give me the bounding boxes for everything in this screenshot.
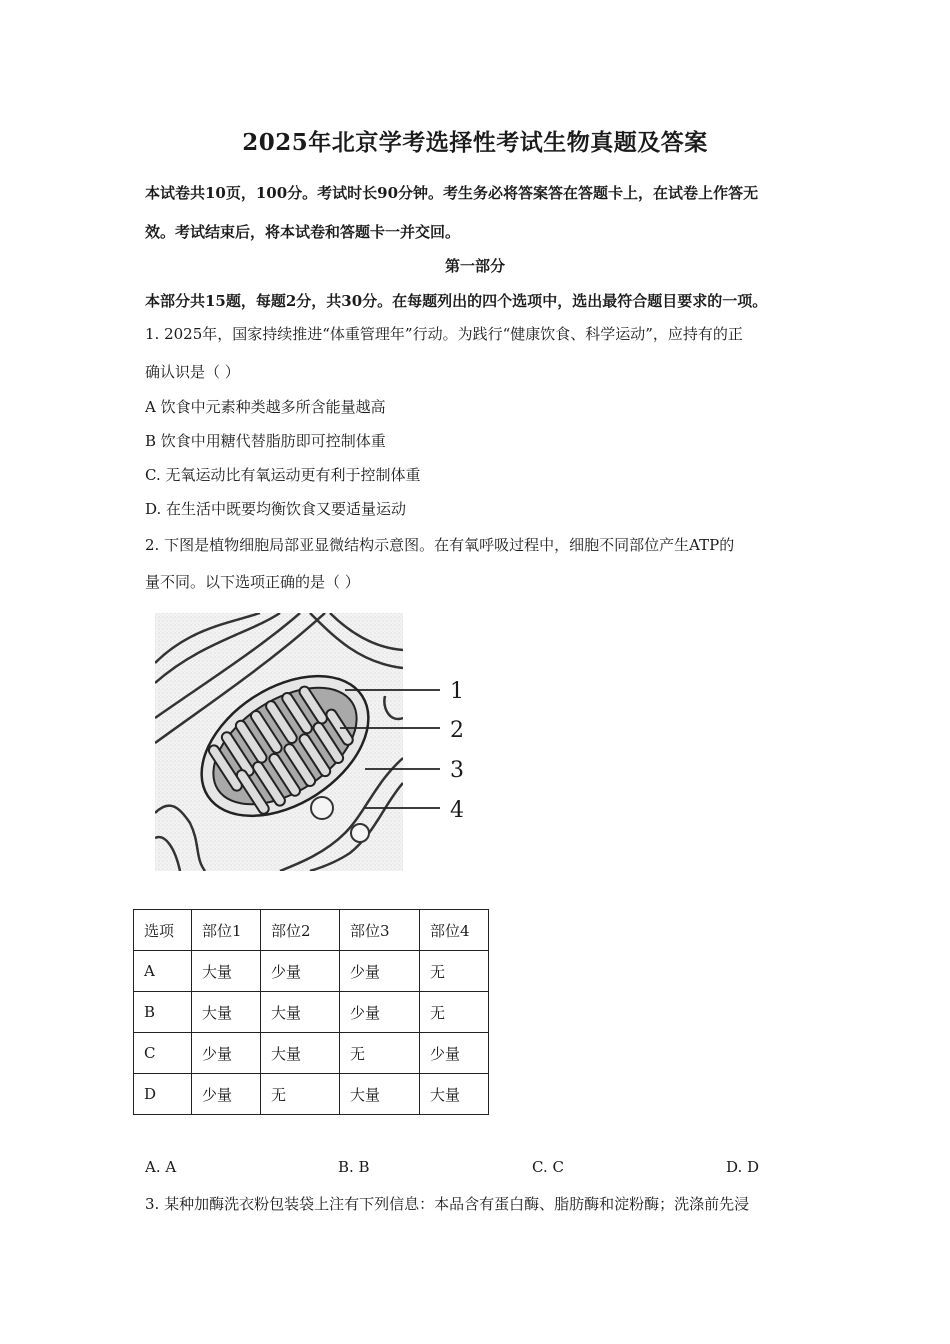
figure-label-4: 4	[450, 798, 464, 823]
table-header-row	[134, 910, 489, 951]
table-row	[134, 1033, 489, 1074]
table-cell: 少量	[192, 1074, 261, 1115]
table-row	[134, 951, 489, 992]
question-1-stem: 1. 2025年，国家持续推进“体重管理年”行动。为践行“健康饮食、科学运动”，应持有的正	[145, 325, 743, 343]
table-cell: 无	[261, 1074, 340, 1115]
table-cell: B	[134, 992, 192, 1033]
table-cell: 大量	[420, 1074, 489, 1115]
question-2-stem: 2. 下图是植物细胞局部亚显微结构示意图。在有氧呼吸过程中，细胞不同部位产生ATP的	[145, 536, 735, 554]
figure-label-3: 3	[450, 758, 464, 783]
question-2-answer-choices	[145, 1158, 825, 1178]
figure-label-2: 2	[450, 718, 464, 743]
answer-choice-b: B. B	[338, 1158, 370, 1176]
instructions-line-1: 本试卷共10页，100分。考试时长90分钟。考生务必将答案答在答题卡上，在试卷上作答无	[145, 184, 759, 202]
question-2-stem-cont: 量不同。以下选项正确的是（ ）	[145, 573, 360, 591]
table-cell: 少量	[420, 1033, 489, 1074]
table-header-cell: 部位4	[420, 910, 489, 951]
table-cell: C	[134, 1033, 192, 1074]
section-description: 本部分共15题，每题2分，共30分。在每题列出的四个选项中，选出最符合题目要求的一项。	[145, 292, 768, 310]
section-heading: 第一部分	[444, 257, 505, 275]
question-1-option-d: D. 在生活中既要均衡饮食又要适量运动	[145, 500, 407, 518]
question-1-option-c: C. 无氧运动比有氧运动更有利于控制体重	[145, 466, 421, 484]
answer-choice-c: C. C	[532, 1158, 564, 1176]
table-header-cell: 部位1	[192, 910, 261, 951]
figure-label-1: 1	[450, 679, 464, 704]
table-cell: 少量	[340, 992, 420, 1033]
table-cell: 大量	[192, 951, 261, 992]
question-1-stem-cont: 确认识是（ ）	[145, 363, 240, 381]
instructions-line-2: 效。考试结束后，将本试卷和答题卡一并交回。	[145, 223, 461, 241]
question-1-option-b: B 饮食中用糖代替脂肪即可控制体重	[145, 432, 386, 450]
table-header-cell: 选项	[134, 910, 192, 951]
mitochondrion-diagram	[150, 608, 480, 876]
question-1-option-a: A 饮食中元素种类越多所含能量越高	[145, 398, 386, 416]
table-cell: D	[134, 1074, 192, 1115]
answer-choice-a: A. A	[145, 1158, 177, 1176]
page-title: 2025年北京学考选择性考试生物真题及答案	[242, 129, 708, 156]
vesicle	[351, 824, 369, 842]
vesicle	[311, 797, 333, 819]
answer-options-table	[133, 909, 489, 1115]
table-cell: 大量	[192, 992, 261, 1033]
table-cell: 大量	[340, 1074, 420, 1115]
table-cell: 少量	[340, 951, 420, 992]
question-3-stem: 3. 某种加酶洗衣粉包装袋上注有下列信息：本品含有蛋白酶、脂肪酶和淀粉酶；洗涤前先浸	[145, 1195, 750, 1213]
table-header-cell: 部位2	[261, 910, 340, 951]
table-cell: 少量	[192, 1033, 261, 1074]
answer-choice-d: D. D	[726, 1158, 760, 1176]
table-cell: A	[134, 951, 192, 992]
table-row	[134, 992, 489, 1033]
table-header-cell: 部位3	[340, 910, 420, 951]
table-row	[134, 1074, 489, 1115]
table-cell: 少量	[261, 951, 340, 992]
table-cell: 大量	[261, 992, 340, 1033]
table-cell: 无	[420, 992, 489, 1033]
table-cell: 无	[340, 1033, 420, 1074]
table-cell: 无	[420, 951, 489, 992]
table-cell: 大量	[261, 1033, 340, 1074]
